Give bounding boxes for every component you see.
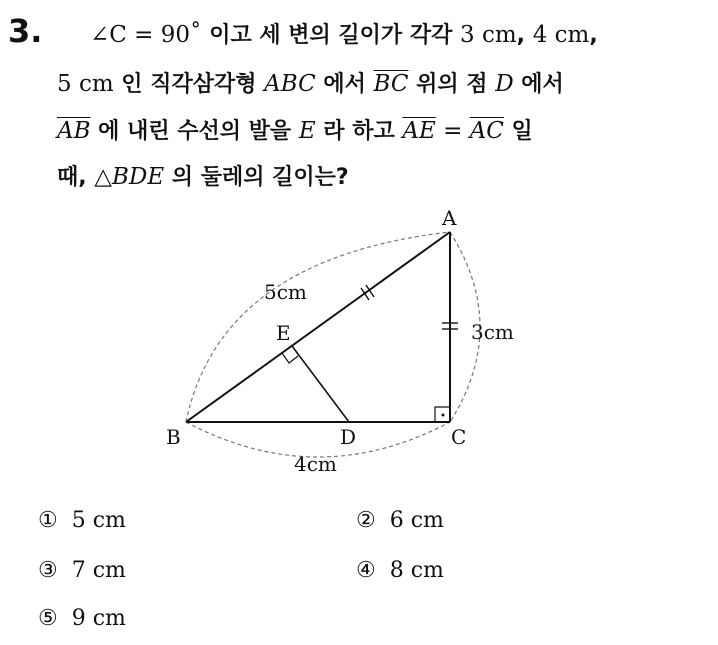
label-b: B [166, 425, 181, 449]
triangle-symbol: △ [94, 164, 112, 190]
right-angle-mark-e [282, 353, 298, 363]
side-ab [186, 232, 450, 422]
choice-5[interactable]: ⑤ 9 cm [38, 606, 126, 631]
segment-ab: $\overline{AB}$ [57, 118, 91, 144]
segment-ae: $\overline{AE}$ [402, 118, 436, 144]
label-a: A [442, 206, 457, 230]
question-line-1: ∠C = 90˚ 이고 세 변의 길이가 각각 3 cm, 4 cm, [90, 22, 598, 48]
label-d: D [340, 425, 357, 449]
choice-1[interactable]: ① 5 cm [38, 508, 126, 533]
choice-2[interactable]: ② 6 cm [356, 508, 444, 533]
question-number: 3. [8, 12, 43, 50]
question-line-4: 때, △BDE 의 둘레의 길이는? [57, 164, 349, 190]
length-ac: 3cm [471, 320, 514, 344]
choice-3[interactable]: ③ 7 cm [38, 558, 126, 583]
length-bc: 4cm [294, 452, 337, 476]
segment-de [292, 346, 349, 422]
label-c: C [451, 425, 467, 449]
label-e: E [276, 321, 291, 345]
right-angle-dot-c [442, 414, 445, 417]
segment-bc: $\overline{BC}$ [373, 71, 409, 97]
choice-4[interactable]: ④ 8 cm [356, 558, 444, 583]
segment-ac: $\overline{AC}$ [469, 118, 504, 144]
length-ab: 5cm [264, 280, 307, 304]
question-line-3: $\overline{AB}$ 에 내린 수선의 발을 E 라 하고 $\overline{AE} = \overline{AC}$ 일 [57, 118, 533, 144]
question-line-2: 5 cm 인 직각삼각형 ABC 에서 $\overline{BC}$ 위의 점 D 에서 [57, 71, 564, 97]
angle-condition: ∠C = 90˚ [90, 22, 202, 48]
